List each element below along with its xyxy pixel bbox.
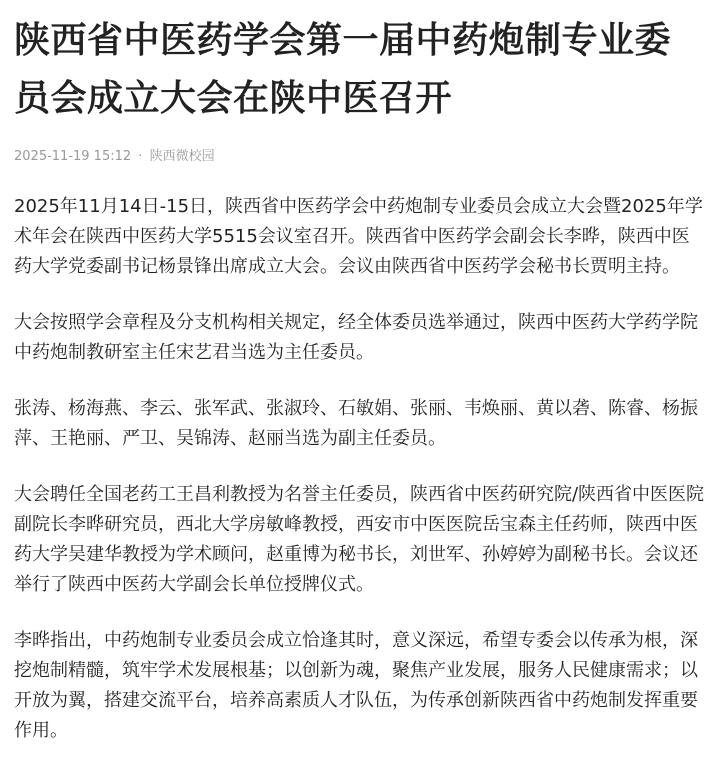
paragraph: 大会聘任全国老药工王昌利教授为名誉主任委员，陕西省中医药研究院/陕西省中医医院副院长李晔研究员，西北大学房敏峰教授，西安市中医医院岳宝森主任药师，陕西中医药大学吴建华教授为学术顾问，赵重博为秘书长，刘世军、孙婷婷为副秘书长。会议还举行了陕西中医药大学副会长单位授牌仪式。 <box>14 484 705 595</box>
paragraph: 张涛、杨海燕、李云、张军武、张淑玲、石敏娟、张丽、韦焕丽、黄以砻、陈睿、杨振萍、王艳丽、严卫、吴锦涛、赵丽当选为副主任委员。 <box>14 398 698 449</box>
meta-separator: · <box>138 149 143 164</box>
paragraph: 2025年11月14日-15日，陕西省中医药学会中药炮制专业委员会成立大会暨2025年学术年会在陕西中医药大学5515会议室召开。陕西省中医药学会副会长李晔，陕西中医药大学党委副书记杨景锋出席成立大会。会议由陕西省中医药学会秘书长贾明主持。 <box>14 196 703 277</box>
paragraph: 大会按照学会章程及分支机构相关规定，经全体委员选举通过，陕西中医药大学药学院中药炮制教研室主任宋艺君当选为主任委员。 <box>14 312 698 363</box>
paragraph: 李晔指出，中药炮制专业委员会成立恰逢其时，意义深远，希望专委会以传承为根，深挖炮制精髓，筑牢学术发展根基；以创新为魂，聚焦产业发展，服务人民健康需求；以开放为翼，搭建交流平台，培养高素质人才队伍，为传承创新陕西省中药炮制发挥重要作用。 <box>14 630 698 741</box>
article-title: 陕西省中医药学会第一届中药炮制专业委员会成立大会在陕中医召开 <box>14 20 672 119</box>
article-body <box>14 192 706 746</box>
publish-datetime: 2025-11-19 15:12 <box>14 149 132 164</box>
article-meta <box>14 148 706 166</box>
source-link[interactable]: 陕西微校园 <box>149 149 215 164</box>
